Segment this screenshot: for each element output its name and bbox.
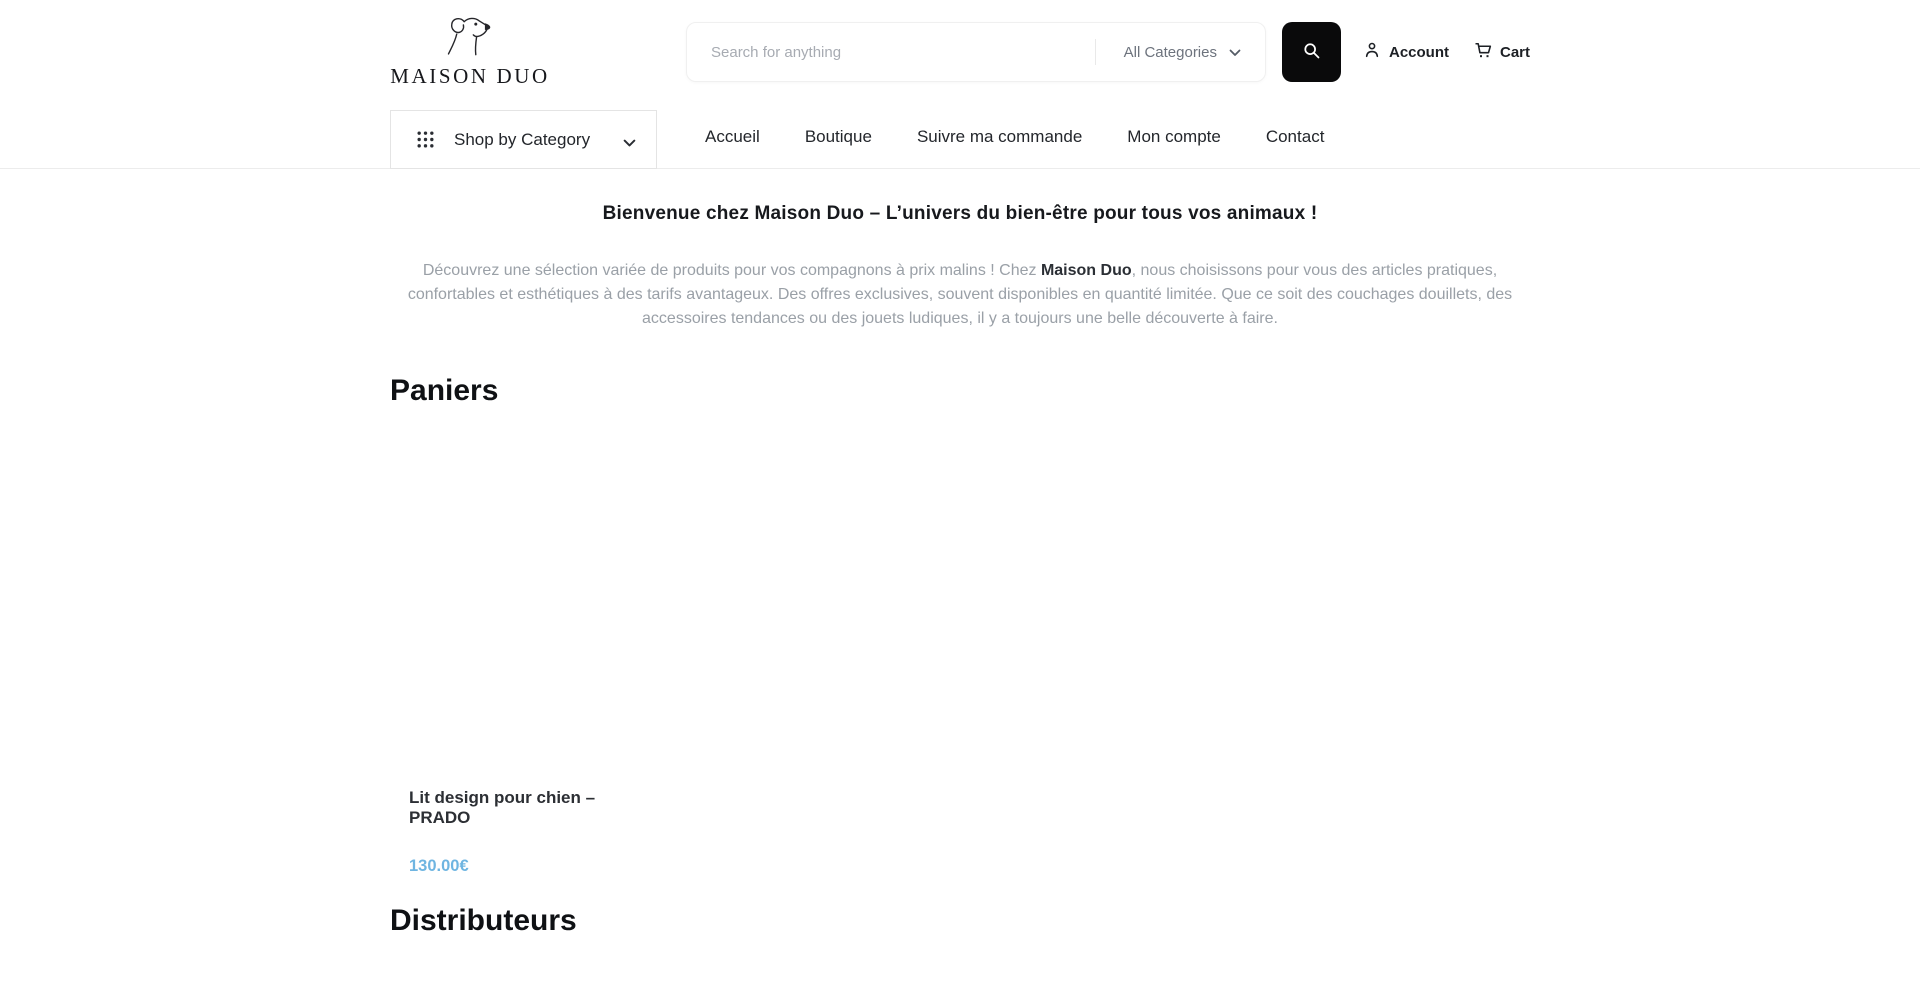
brand-name: MAISON DUO [390, 64, 550, 88]
section-title-distributeurs: Distributeurs [390, 904, 577, 937]
cart-link[interactable] [1473, 40, 1530, 64]
section-paniers [390, 373, 1530, 876]
cart-icon [1473, 40, 1493, 64]
shop-by-category-label: Shop by Category [454, 129, 591, 149]
dog-logo-icon [443, 15, 497, 63]
cart-label: Cart [1499, 43, 1530, 61]
intro-part2: , nous choisissons pour vous des articles pratiques, confortables et esthétiques à des tarifs avantageux. Des offres exclusives, souvent disponibles en quantité limitée. Que ce soit des couchages douillets, des accessoires tendances ou des jouets ludiques, il y a toujours une belle découverte à faire. [407, 262, 1513, 327]
section-title-paniers: Paniers [390, 374, 499, 407]
search-button[interactable] [1282, 22, 1341, 82]
nav-links [705, 127, 1324, 168]
site-header [0, 0, 1920, 169]
search-input[interactable] [711, 44, 1095, 61]
category-select-value: All Categories [1123, 43, 1217, 61]
product-image-placeholder [390, 434, 652, 786]
search-group [686, 22, 1341, 82]
intro-brand-bold: Maison Duo [1040, 262, 1132, 279]
nav-item-contact[interactable]: Contact [1265, 127, 1325, 146]
header-actions [1362, 40, 1530, 64]
intro-part1: Découvrez une sélection variée de produits pour vos compagnons à prix malins ! Chez [422, 262, 1041, 279]
grid-dots-icon [416, 130, 435, 149]
product-price: 130.00€ [409, 857, 469, 875]
person-icon [1362, 40, 1382, 64]
main-navigation [0, 104, 1920, 169]
account-link[interactable] [1362, 40, 1449, 64]
chevron-down-icon [623, 135, 636, 144]
product-title[interactable]: Lit design pour chien – PRADO [409, 788, 596, 827]
category-select[interactable] [1096, 44, 1265, 61]
nav-item-suivre-ma-commande[interactable]: Suivre ma commande [916, 127, 1083, 146]
shop-by-category-button[interactable] [390, 110, 657, 169]
nav-item-accueil[interactable]: Accueil [705, 127, 760, 146]
search-icon [1301, 40, 1322, 64]
nav-item-mon-compte[interactable]: Mon compte [1127, 127, 1221, 146]
site-logo[interactable] [390, 15, 550, 89]
intro-paragraph [390, 259, 1530, 331]
chevron-down-icon [1229, 44, 1241, 61]
nav-item-boutique[interactable]: Boutique [804, 127, 872, 146]
main-content [0, 202, 1920, 938]
section-distributeurs [390, 903, 1530, 938]
account-label: Account [1388, 43, 1449, 61]
header-top [390, 0, 1530, 104]
search-bar [686, 22, 1266, 82]
welcome-heading: Bienvenue chez Maison Duo – L’univers du bien-être pour tous vos animaux ! [602, 203, 1318, 224]
product-card[interactable] [390, 434, 652, 876]
